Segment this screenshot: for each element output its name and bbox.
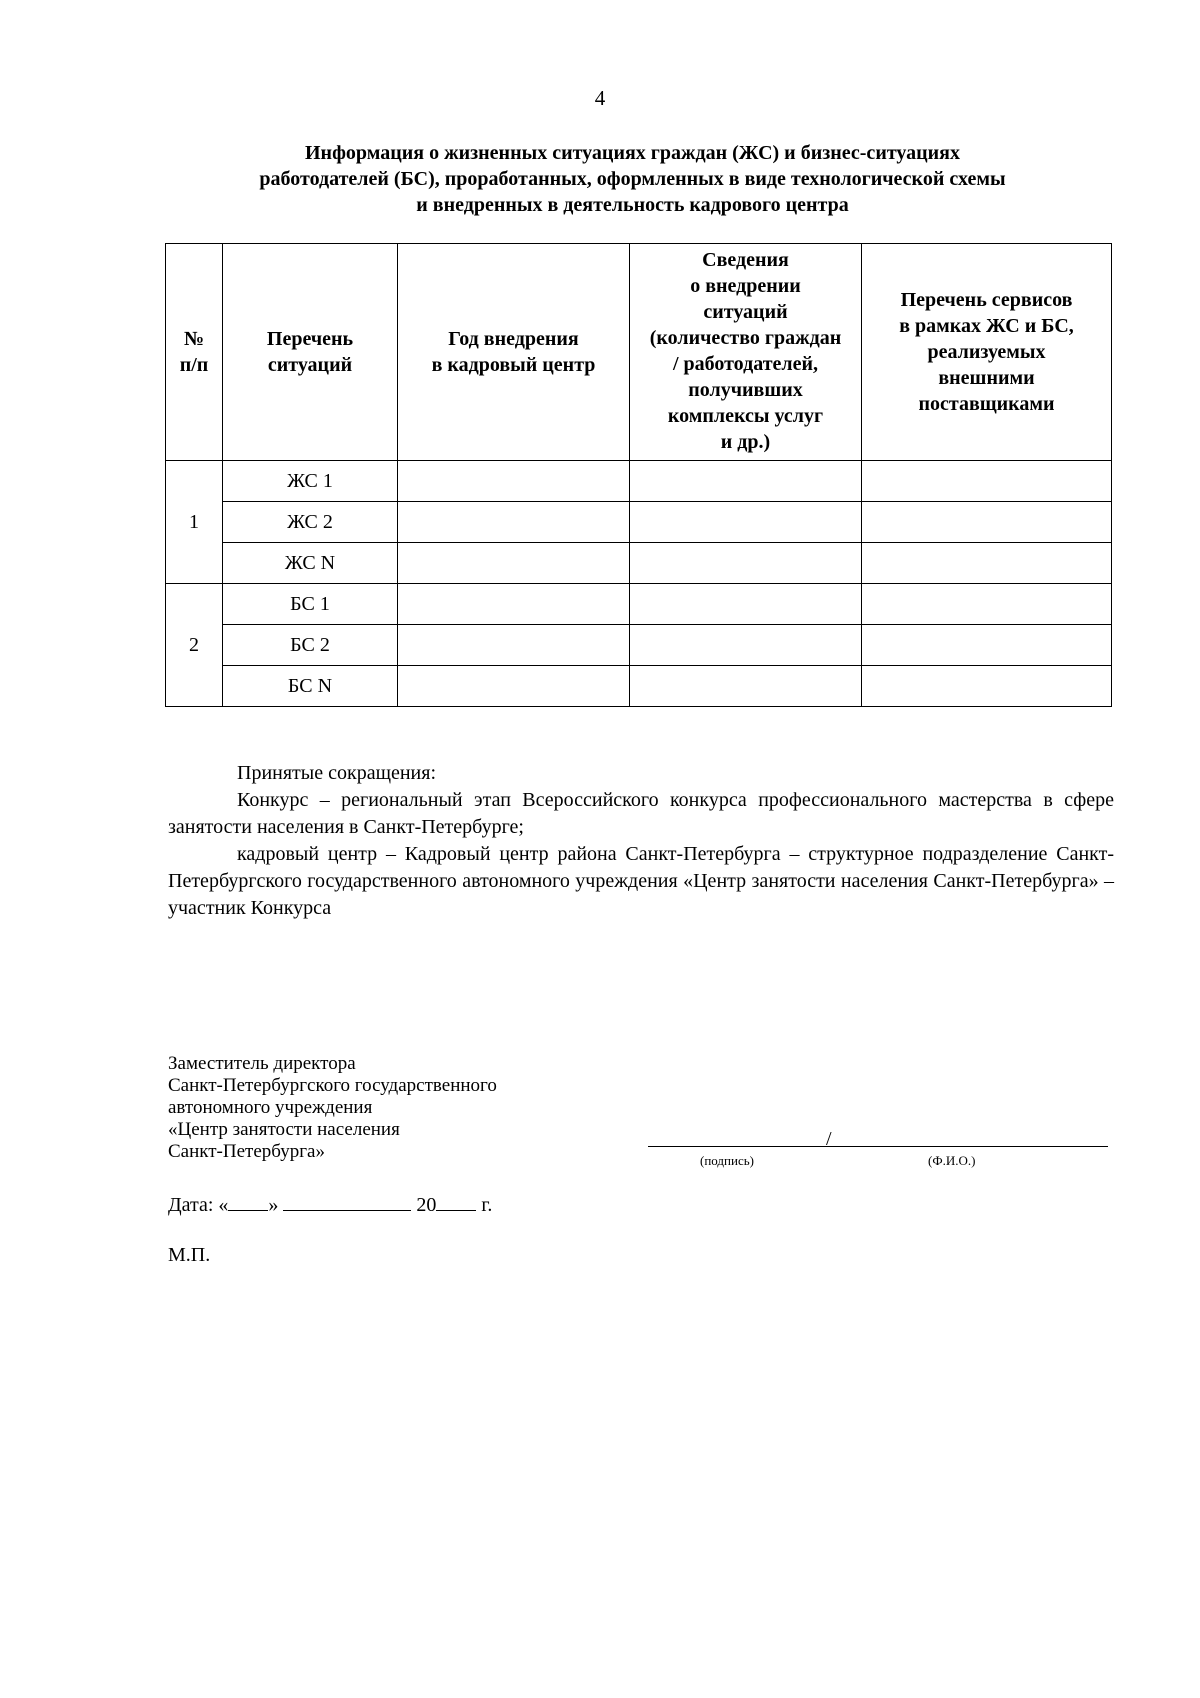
situation-cell: БС 2 <box>223 625 398 666</box>
month-field[interactable] <box>283 1192 411 1211</box>
signature-field[interactable] <box>648 1146 1108 1147</box>
situation-cell: БС N <box>223 666 398 707</box>
seal-placeholder: М.П. <box>168 1244 211 1266</box>
empty-cell[interactable] <box>862 625 1112 666</box>
situation-cell: ЖС 2 <box>223 502 398 543</box>
table-row <box>166 584 1112 625</box>
header-services: Перечень сервисов в рамках ЖС и БС, реализуемых внешними поставщиками <box>862 244 1112 461</box>
situation-cell: ЖС N <box>223 543 398 584</box>
header-situations: Перечень ситуаций <box>223 244 398 461</box>
empty-cell[interactable] <box>630 461 862 502</box>
name-caption: (Ф.И.О.) <box>928 1153 976 1168</box>
empty-cell[interactable] <box>398 584 630 625</box>
empty-cell[interactable] <box>398 666 630 707</box>
date-line <box>168 1192 492 1217</box>
day-field[interactable] <box>228 1192 268 1211</box>
empty-cell[interactable] <box>630 666 862 707</box>
header-year: Год внедрения в кадровый центр <box>398 244 630 461</box>
empty-cell[interactable] <box>862 461 1112 502</box>
signature-separator: / <box>826 1128 832 1150</box>
year-prefix: 20 <box>416 1194 437 1216</box>
title-line: Информация о жизненных ситуациях граждан (ЖС) и бизнес-ситуациях <box>305 142 960 164</box>
situations-table <box>165 243 1112 707</box>
year-suffix: г. <box>481 1194 493 1216</box>
table-row <box>166 502 1112 543</box>
signatory-line: Заместитель директора <box>168 1053 356 1074</box>
empty-cell[interactable] <box>398 461 630 502</box>
situation-cell: ЖС 1 <box>223 461 398 502</box>
table-row <box>166 625 1112 666</box>
empty-cell[interactable] <box>862 543 1112 584</box>
empty-cell[interactable] <box>630 502 862 543</box>
title-line: и внедренных в деятельность кадрового центра <box>416 194 849 216</box>
empty-cell[interactable] <box>862 666 1112 707</box>
abbreviation-hr-center: кадровый центр – Кадровый центр района Санкт-Петербурга – структурное подразделение Санкт-Петербургского государственного автономного учреждения «Центр занятости населения Санкт-Петербурга» – участник Конкурса <box>168 843 1114 919</box>
empty-cell[interactable] <box>398 502 630 543</box>
situation-cell: БС 1 <box>223 584 398 625</box>
signatory-line: «Центр занятости населения <box>168 1119 400 1140</box>
signatory-line: Санкт-Петербургского государственного <box>168 1075 497 1096</box>
empty-cell[interactable] <box>862 584 1112 625</box>
signature-caption: (подпись) <box>700 1153 754 1168</box>
title-line: работодателей (БС), проработанных, оформленных в виде технологической схемы <box>259 168 1006 190</box>
empty-cell[interactable] <box>630 543 862 584</box>
table-row <box>166 543 1112 584</box>
signatory-block <box>168 1053 497 1163</box>
year-field[interactable] <box>436 1192 476 1211</box>
empty-cell[interactable] <box>630 625 862 666</box>
document-title <box>160 140 1105 218</box>
header-number: № п/п <box>166 244 223 461</box>
empty-cell[interactable] <box>398 543 630 584</box>
date-quote-close: » <box>268 1194 279 1216</box>
abbreviations-heading: Принятые сокращения: <box>237 762 437 784</box>
empty-cell[interactable] <box>862 502 1112 543</box>
abbreviation-contest: Конкурс – региональный этап Всероссийского конкурса профессионального мастерства в сфере занятости населения в Санкт-Петербурге; <box>168 789 1114 838</box>
empty-cell[interactable] <box>398 625 630 666</box>
group-number-cell: 2 <box>166 584 223 707</box>
header-info: Сведения о внедрении ситуаций (количество граждан / работодателей, получивших комплексы услуг и др.) <box>630 244 862 461</box>
date-label: Дата: « <box>168 1194 229 1216</box>
signatory-line: Санкт-Петербурга» <box>168 1141 325 1162</box>
abbreviations-section <box>168 760 1114 922</box>
table-row <box>166 666 1112 707</box>
table-header-row <box>166 244 1112 461</box>
signatory-line: автономного учреждения <box>168 1097 373 1118</box>
table-row <box>166 461 1112 502</box>
page-number: 4 <box>594 86 606 110</box>
group-number-cell: 1 <box>166 461 223 584</box>
empty-cell[interactable] <box>630 584 862 625</box>
